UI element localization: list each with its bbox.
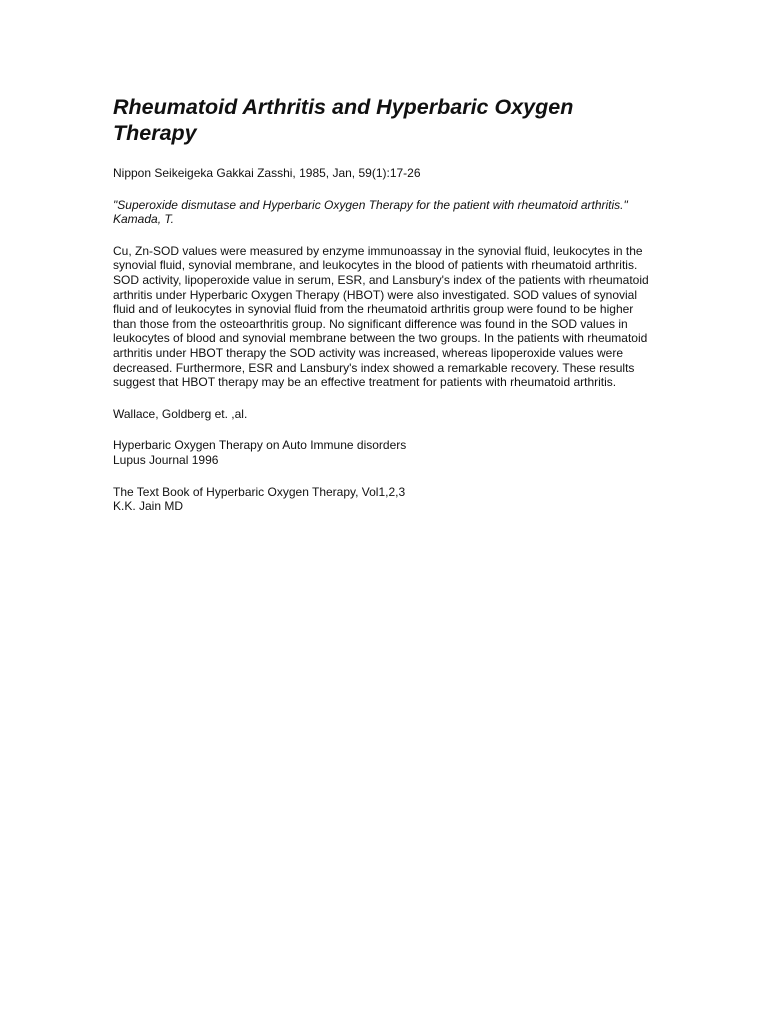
reference-textbook [113, 485, 658, 514]
reference-textbook-title: The Text Book of Hyperbaric Oxygen Therapy, Vol1,2,3 [113, 484, 406, 499]
journal-citation: Nippon Seikeigeka Gakkai Zasshi, 1985, Jan, 59(1):17-26 [113, 166, 421, 180]
reference-lupus [113, 438, 658, 467]
reference-lupus-title: Hyperbaric Oxygen Therapy on Auto Immune disorders [113, 438, 407, 453]
quoted-study-author: Kamada, T. [113, 212, 174, 227]
reference-lupus-source: Lupus Journal 1996 [113, 452, 219, 467]
document-page [113, 94, 658, 531]
abstract-paragraph: Cu, Zn-SOD values were measured by enzyme immunoassay in the synovial fluid, leukocytes in the synovial fluid, synovial membrane, and leukocytes in the blood of patients with rheumatoid arthritis. SOD activity, lipoperoxide value in serum, ESR, and Lansbury's index of the patients with rheumatoid arthritis under Hyperbaric Oxygen Therapy (HBOT) were also investigated. SOD values of synovial fluid and of leukocytes in synovial fluid from the rheumatoid arthritis group were found to be higher than those from the osteoarthritis group. No significant difference was found in the SOD values in leukocytes of blood and synovial membrane between the two groups. In the patients with rheumatoid arthritis under HBOT therapy the SOD activity was increased, whereas lipoperoxide values were decreased. Furthermore, ESR and Lansbury's index showed a remarkable recovery. These results suggest that HBOT therapy may be an effective treatment for patients with rheumatoid arthritis. [113, 243, 649, 390]
quoted-study [113, 198, 658, 227]
document-title: Rheumatoid Arthritis and Hyperbaric Oxygen Therapy [113, 95, 574, 145]
authors-line: Wallace, Goldberg et. ,al. [113, 406, 248, 421]
reference-textbook-author: K.K. Jain MD [113, 499, 184, 514]
quoted-study-title: "Superoxide dismutase and Hyperbaric Oxygen Therapy for the patient with rheumatoid arthritis." [113, 197, 628, 212]
